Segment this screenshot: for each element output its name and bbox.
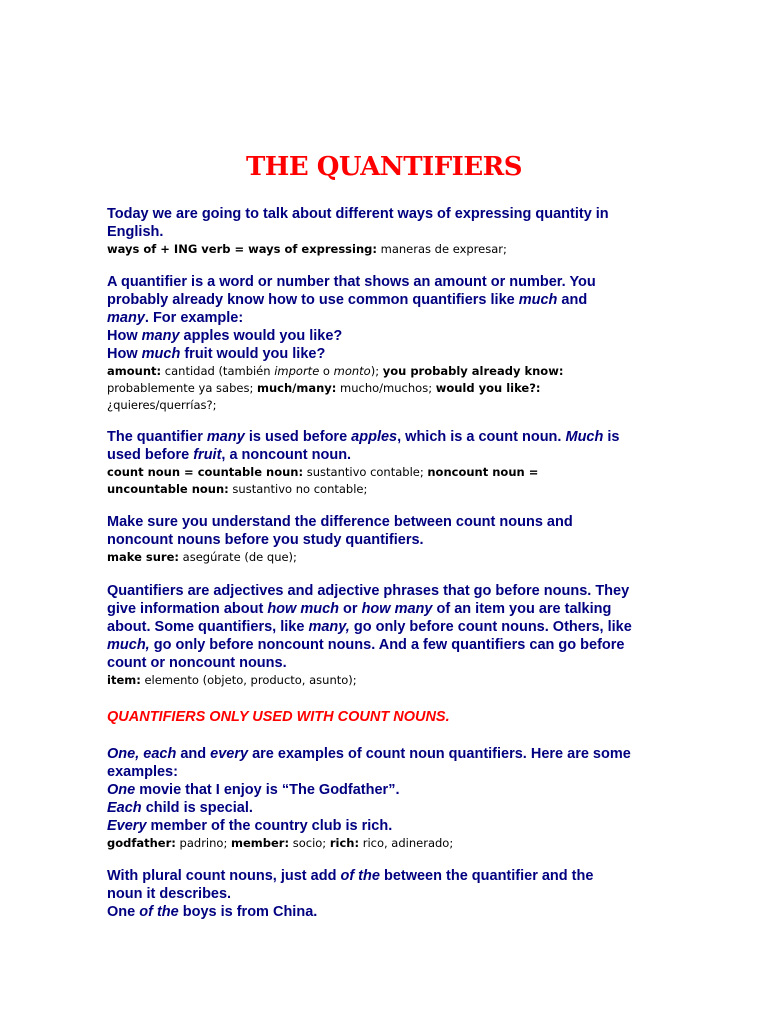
glossary-line (107, 835, 667, 852)
examples-paragraph (107, 745, 667, 852)
example-sentence (107, 799, 667, 817)
text-run: or (339, 601, 362, 617)
paragraph-line: noncount nouns before you study quantifiers. (107, 532, 424, 548)
glossary-term: uncountable noun: (107, 482, 229, 496)
plural-paragraph (107, 867, 667, 921)
text-run: child is special. (141, 800, 253, 816)
emphasis-text: Every (107, 818, 147, 834)
glossary-term: rich: (329, 836, 360, 850)
text-run: go only before count nouns. Others, like (349, 619, 632, 635)
text-run: is used before (244, 429, 352, 445)
paragraph-line (107, 745, 667, 763)
page-title: THE QUANTIFIERS (245, 152, 523, 182)
paragraph-line: Quantifiers are adjectives and adjective phrases that go before nouns. They (107, 583, 630, 599)
emphasis-text: much, (107, 637, 150, 653)
example-sentence (107, 817, 667, 835)
text-run: The quantifier (107, 429, 207, 445)
paragraph-line (107, 600, 667, 618)
make-sure-paragraph (107, 513, 667, 566)
emphasis-text: many (206, 429, 245, 445)
paragraph-line: Make sure you understand the difference between count nouns and (107, 514, 573, 530)
intro-line: Today we are going to talk about different ways of expressing quantity in (107, 206, 609, 222)
glossary-line (107, 363, 667, 380)
paragraph-line: count or noncount nouns. (107, 655, 287, 671)
glossary-term: item: (107, 673, 141, 687)
emphasis-text: Each (107, 800, 142, 816)
text-run: and (557, 292, 588, 308)
text-run: apples would you like? (179, 328, 343, 344)
glossary-definition: maneras de expresar; (376, 242, 507, 256)
section-heading-text: QUANTIFIERS ONLY USED WITH COUNT NOUNS. (107, 709, 450, 725)
glossary-line (107, 672, 667, 689)
glossary-definition: elemento (objeto, producto, asunto); (140, 673, 357, 687)
emphasis-text: how many (361, 601, 433, 617)
text-run: With plural count nouns, just add (107, 868, 341, 884)
text-run: movie that I enjoy is “The Godfather”. (135, 782, 400, 798)
text-run: member of the country club is rich. (146, 818, 393, 834)
example-sentence (107, 781, 667, 799)
emphasis-text: much (141, 346, 181, 362)
paragraph-line (107, 309, 667, 327)
glossary-definition: mucho/muchos; (336, 381, 436, 395)
text-run: between the quantifier and the (379, 868, 594, 884)
glossary-line: ¿quieres/querrías?; (107, 398, 217, 412)
glossary-line (107, 464, 667, 481)
glossary-definition: rico, adinerado; (359, 836, 454, 850)
glossary-definition: sustantivo no contable; (228, 482, 368, 496)
section-heading (107, 708, 667, 726)
example-sentence (107, 327, 667, 345)
emphasis-text: apples (351, 429, 398, 445)
glossary-term: much/many: (256, 381, 337, 395)
text-run: go only before noncount nouns. And a few quantifiers can go before (149, 637, 625, 653)
glossary-term: member: (230, 836, 290, 850)
glossary-definition: cantidad (también (161, 364, 275, 378)
text-run: How (107, 328, 142, 344)
text-run: give information about (107, 601, 268, 617)
glossary-term: noncount noun = (427, 465, 539, 479)
emphasis-text: One, each (107, 746, 177, 762)
text-run: How (107, 346, 142, 362)
glossary-definition: asegúrate (de que); (179, 550, 297, 564)
glossary-definition: o (319, 364, 334, 378)
glossary-term: you probably already know: (382, 364, 564, 378)
emphasis-text: many (141, 328, 180, 344)
paragraph-line (107, 428, 667, 446)
glossary-definition: socio; (289, 836, 330, 850)
glossary-definition: ); (370, 364, 383, 378)
glossary-term: count noun = countable noun: (107, 465, 304, 479)
example-sentence (107, 345, 667, 363)
paragraph-line (107, 636, 667, 654)
text-run: , which is a count noun. (397, 429, 566, 445)
paragraph-line: noun it describes. (107, 886, 232, 902)
glossary-definition: sustantivo contable; (303, 465, 428, 479)
text-run: . For example: (144, 310, 244, 326)
emphasis-text: One (107, 782, 136, 798)
text-run: boys is from China. (178, 904, 318, 920)
paragraph-line (107, 446, 667, 464)
glossary-term: godfather: (107, 836, 176, 850)
glossary-definition: probablemente ya sabes; (107, 381, 257, 395)
paragraph-line (107, 867, 667, 885)
example-sentence (107, 903, 667, 921)
emphasis-text: of the (340, 868, 380, 884)
text-run: used before (107, 447, 194, 463)
glossary-term: would you like?: (435, 381, 541, 395)
paragraph-line (107, 618, 667, 636)
text-run: One (107, 904, 140, 920)
glossary-italic: importe (274, 364, 320, 378)
glossary-italic: monto (333, 364, 371, 378)
text-run: , a noncount noun. (221, 447, 352, 463)
emphasis-text: fruit (193, 447, 222, 463)
emphasis-text: every (210, 746, 249, 762)
emphasis-text: many (107, 310, 145, 326)
text-run: is (603, 429, 620, 445)
intro-line: English. (107, 224, 164, 240)
paragraph-line: examples: (107, 764, 178, 780)
glossary-line (107, 380, 667, 397)
glossary-line (107, 549, 667, 566)
definition-paragraph (107, 273, 667, 414)
text-run: and (176, 746, 211, 762)
emphasis-text: of the (139, 904, 179, 920)
glossary-term: ways of + ING verb = ways of expressing: (107, 242, 377, 256)
count-noun-paragraph (107, 428, 667, 498)
text-run: of an item you are talking (432, 601, 612, 617)
text-run: are examples of count noun quantifiers. Here are some (248, 746, 631, 762)
text-run: about. Some quantifiers, like (107, 619, 309, 635)
glossary-line (107, 241, 667, 258)
text-run: fruit would you like? (180, 346, 326, 362)
paragraph-line (107, 291, 667, 309)
emphasis-text: how much (267, 601, 340, 617)
paragraph-line: A quantifier is a word or number that shows an amount or number. You (107, 274, 596, 290)
glossary-definition: padrino; (175, 836, 231, 850)
emphasis-text: Much (565, 429, 604, 445)
intro-paragraph (107, 205, 667, 258)
glossary-term: make sure: (107, 550, 179, 564)
glossary-line (107, 481, 667, 498)
emphasis-text: many, (308, 619, 350, 635)
glossary-term: amount: (107, 364, 162, 378)
text-run: probably already know how to use common quantifiers like (107, 292, 519, 308)
emphasis-text: much (518, 292, 558, 308)
adjectives-paragraph (107, 582, 667, 689)
